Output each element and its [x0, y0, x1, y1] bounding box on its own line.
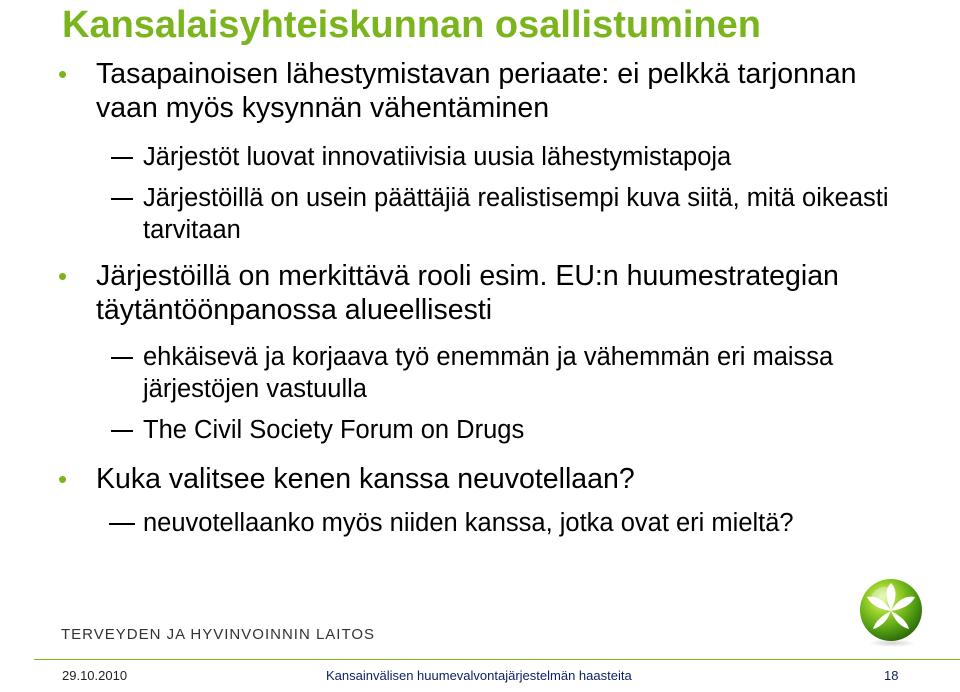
sub-bullet-text: neuvotellaanko myös niiden kanssa, jotka ovat eri mieltä?: [143, 509, 794, 537]
footer-page-number: 18: [884, 668, 899, 683]
green-sphere-leaf-logo-icon: [855, 575, 927, 647]
dash-icon: [111, 198, 133, 200]
dash-icon: [111, 430, 133, 432]
sub-bullet-item: [143, 182, 903, 246]
sub-bullet-item: [143, 414, 903, 446]
bullet-item: [58, 57, 896, 125]
footer-date: 29.10.2010: [62, 668, 128, 683]
slide-footer: [34, 659, 960, 692]
sub-bullet-item: [143, 341, 903, 405]
sub-bullet-item: [143, 507, 903, 539]
bullet-icon: •: [58, 261, 68, 291]
organization-logo-text: TERVEYDEN JA HYVINVOINNIN LAITOS: [61, 626, 376, 643]
dash-icon: [109, 523, 135, 525]
bullet-text: Järjestöillä on merkittävä rooli esim. EU:n huumestrategian täytäntöönpanossa alueellisesti: [96, 260, 839, 326]
sub-bullet-text: Järjestöillä on usein päättäjiä realistisempi kuva siitä, mitä oikeasti tarvitaan: [143, 184, 889, 244]
dash-icon: [111, 357, 133, 359]
bullet-icon: •: [58, 464, 68, 494]
bullet-item: [58, 259, 896, 327]
bullet-item: [58, 462, 896, 496]
sub-bullet-text: ehkäisevä ja korjaava työ enemmän ja vähemmän eri maissa järjestöjen vastuulla: [143, 343, 834, 403]
bullet-text: Kuka valitsee kenen kanssa neuvotellaan?: [96, 463, 635, 495]
slide-title: Kansalaisyhteiskunnan osallistuminen: [62, 4, 761, 46]
bullet-text: Tasapainoisen lähestymistavan periaate: ei pelkkä tarjonnan vaan myös kysynnän vähentäminen: [96, 58, 857, 124]
sub-bullet-text: Järjestöt luovat innovatiivisia uusia lähestymistapoja: [143, 143, 732, 171]
footer-presentation-title: Kansainvälisen huumevalvontajärjestelmän haasteita: [326, 668, 632, 683]
dash-icon: [111, 157, 133, 159]
bullet-icon: •: [58, 59, 68, 89]
sub-bullet-text: The Civil Society Forum on Drugs: [143, 416, 525, 444]
sub-bullet-item: [143, 141, 903, 173]
